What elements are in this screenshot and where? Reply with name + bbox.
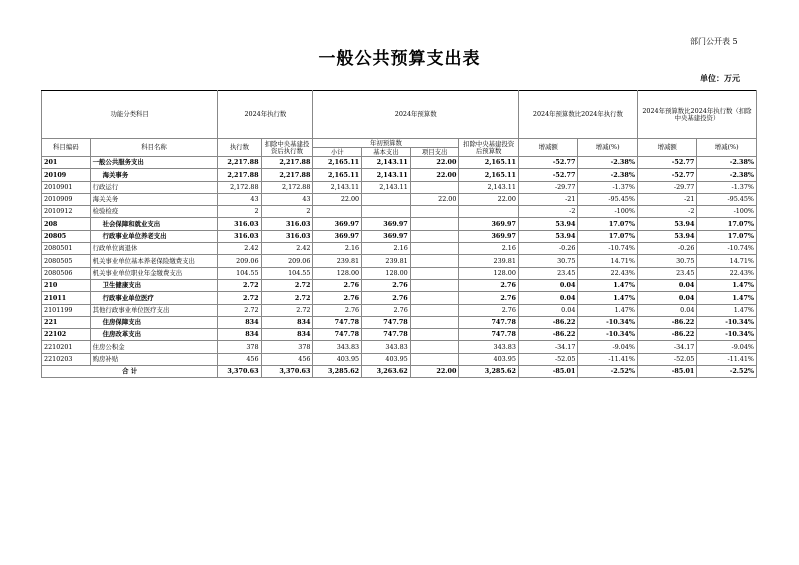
page-title: 一般公共预算支出表 (318, 49, 481, 69)
cell-bexcl: 239.81 (459, 255, 519, 267)
cell-d2: 0.04 (637, 279, 696, 291)
cell-p2: -2.38% (697, 157, 757, 169)
cell-proj: 22.00 (410, 157, 459, 169)
cell-exec_excl: 104.55 (261, 267, 313, 279)
cell-p2: 1.47% (697, 304, 757, 316)
cell-d1: 53.94 (518, 230, 577, 242)
table-row (42, 243, 757, 255)
cell-exec_excl: 316.03 (261, 230, 313, 242)
cell-bexcl: 2.76 (459, 292, 519, 304)
row-name: 行政事业单位医疗 (90, 292, 218, 304)
cell-p2: 17.07% (697, 218, 757, 230)
cell-exec_excl: 2,217.88 (261, 157, 313, 169)
row-name: 机关事业单位职业年金缴费支出 (90, 267, 218, 279)
cell-sub: 369.97 (313, 230, 362, 242)
cell-exec_excl: 2.72 (261, 279, 313, 291)
cell-exec_excl: 2 (261, 206, 313, 218)
header-basic: 基本支出 (362, 148, 411, 157)
cell-exec_excl: 2,217.88 (261, 169, 313, 181)
cell-p1: -2.38% (578, 157, 638, 169)
cell-p1: 14.71% (578, 255, 638, 267)
cell-p1: 22.43% (578, 267, 638, 279)
cell-proj: 22.00 (410, 169, 459, 181)
header-name: 科目名称 (90, 139, 218, 157)
header-exec: 执行数 (218, 139, 261, 157)
table-row (42, 292, 757, 304)
cell-bexcl: 2,165.11 (459, 157, 519, 169)
cell-bexcl: 2.76 (459, 304, 519, 316)
cell-sub: 747.78 (313, 316, 362, 328)
header-compare-exec-group: 2024年预算数比2024年执行数 (518, 91, 637, 139)
row-name: 一般公共服务支出 (90, 157, 218, 169)
cell-exec: 2,217.88 (218, 157, 261, 169)
cell-basic: 239.81 (362, 255, 411, 267)
cell-d1: 0.04 (518, 304, 577, 316)
cell-sub (313, 206, 362, 218)
table-row (42, 169, 757, 181)
cell-p1: 1.47% (578, 304, 638, 316)
cell-p2: -10.34% (697, 316, 757, 328)
cell-d2: -86.22 (637, 316, 696, 328)
cell-sub: 2.76 (313, 292, 362, 304)
table-row (42, 341, 757, 353)
cell-exec: 316.03 (218, 230, 261, 242)
cell-exec_excl: 834 (261, 316, 313, 328)
cell-bexcl: 343.83 (459, 341, 519, 353)
cell-p2: -11.41% (697, 353, 757, 365)
cell-sub: 403.95 (313, 353, 362, 365)
cell-proj (410, 329, 459, 341)
cell-d1: 0.04 (518, 279, 577, 291)
cell-proj (410, 243, 459, 255)
cell-proj (410, 292, 459, 304)
table-row (42, 181, 757, 193)
cell-sub: 2.76 (313, 279, 362, 291)
cell-basic: 2.16 (362, 243, 411, 255)
cell-bexcl: 2,143.11 (459, 181, 519, 193)
cell-basic: 369.97 (362, 218, 411, 230)
header-pct-2: 增减(%) (697, 139, 757, 157)
cell-exec: 316.03 (218, 218, 261, 230)
row-code: 20805 (42, 230, 91, 242)
total-d1: -85.01 (518, 366, 577, 378)
cell-p2: -95.45% (697, 193, 757, 205)
table-row (42, 267, 757, 279)
header-compare-excl-group: 2024年预算数比2024年执行数（扣除中央基建投资） (637, 91, 756, 139)
cell-d1: -52.77 (518, 169, 577, 181)
table-row (42, 304, 757, 316)
cell-d2: 23.45 (637, 267, 696, 279)
cell-d1: -86.22 (518, 316, 577, 328)
cell-d2: 30.75 (637, 255, 696, 267)
total-sub: 3,285.62 (313, 366, 362, 378)
cell-p1: -9.04% (578, 341, 638, 353)
row-code: 2010912 (42, 206, 91, 218)
row-name: 卫生健康支出 (90, 279, 218, 291)
cell-bexcl: 747.78 (459, 316, 519, 328)
cell-p1: -1.37% (578, 181, 638, 193)
cell-proj (410, 341, 459, 353)
cell-exec_excl: 2.72 (261, 304, 313, 316)
cell-basic: 2.76 (362, 304, 411, 316)
cell-p2: 1.47% (697, 292, 757, 304)
cell-d2: -21 (637, 193, 696, 205)
cell-p2: 17.07% (697, 230, 757, 242)
cell-exec_excl: 2.42 (261, 243, 313, 255)
cell-d1: -29.77 (518, 181, 577, 193)
cell-exec: 43 (218, 193, 261, 205)
cell-basic: 128.00 (362, 267, 411, 279)
total-basic: 3,263.62 (362, 366, 411, 378)
cell-exec_excl: 2.72 (261, 292, 313, 304)
cell-p1: -11.41% (578, 353, 638, 365)
row-name: 机关事业单位基本养老保险缴费支出 (90, 255, 218, 267)
page-corner-label: 部门公开表 5 (690, 37, 738, 46)
cell-d1: -86.22 (518, 329, 577, 341)
cell-bexcl: 2,165.11 (459, 169, 519, 181)
table-row (42, 193, 757, 205)
cell-p2: -9.04% (697, 341, 757, 353)
cell-d1: 30.75 (518, 255, 577, 267)
cell-d2: -52.05 (637, 353, 696, 365)
total-row (42, 366, 757, 378)
cell-basic: 2,143.11 (362, 169, 411, 181)
cell-p1: 1.47% (578, 292, 638, 304)
cell-proj (410, 181, 459, 193)
cell-p2: 14.71% (697, 255, 757, 267)
cell-basic: 747.78 (362, 329, 411, 341)
cell-p1: -95.45% (578, 193, 638, 205)
header-annual-budget: 年初预算数 (313, 139, 459, 148)
row-name: 海关关务 (90, 193, 218, 205)
cell-d2: -0.26 (637, 243, 696, 255)
row-name: 住房改革支出 (90, 329, 218, 341)
cell-exec: 2,172.88 (218, 181, 261, 193)
cell-bexcl: 2.76 (459, 279, 519, 291)
header-project: 项目支出 (410, 148, 459, 157)
cell-exec: 2.72 (218, 279, 261, 291)
row-code: 2010901 (42, 181, 91, 193)
cell-basic: 2.76 (362, 279, 411, 291)
cell-sub: 2,165.11 (313, 157, 362, 169)
cell-p1: 1.47% (578, 279, 638, 291)
row-name: 其他行政事业单位医疗支出 (90, 304, 218, 316)
cell-proj (410, 255, 459, 267)
total-p1: -2.52% (578, 366, 638, 378)
row-code: 22102 (42, 329, 91, 341)
row-code: 201 (42, 157, 91, 169)
cell-sub: 239.81 (313, 255, 362, 267)
header-diff-1: 增减额 (518, 139, 577, 157)
cell-sub: 747.78 (313, 329, 362, 341)
cell-exec: 2,217.88 (218, 169, 261, 181)
row-code: 2080506 (42, 267, 91, 279)
cell-proj (410, 316, 459, 328)
cell-p1: 17.07% (578, 230, 638, 242)
cell-d2: 53.94 (637, 218, 696, 230)
table-row (42, 279, 757, 291)
cell-d1: -52.77 (518, 157, 577, 169)
cell-p1: 17.07% (578, 218, 638, 230)
row-name: 住房保障支出 (90, 316, 218, 328)
cell-bexcl: 22.00 (459, 193, 519, 205)
cell-exec: 2 (218, 206, 261, 218)
cell-exec_excl: 378 (261, 341, 313, 353)
header-budget-group: 2024年预算数 (313, 91, 518, 139)
cell-d1: 23.45 (518, 267, 577, 279)
cell-d1: -52.05 (518, 353, 577, 365)
cell-d1: -0.26 (518, 243, 577, 255)
total-d2: -85.01 (637, 366, 696, 378)
cell-exec_excl: 43 (261, 193, 313, 205)
cell-p1: -100% (578, 206, 638, 218)
cell-d1: 53.94 (518, 218, 577, 230)
cell-p1: -10.74% (578, 243, 638, 255)
cell-exec_excl: 456 (261, 353, 313, 365)
cell-p2: -2.38% (697, 169, 757, 181)
row-code: 210 (42, 279, 91, 291)
table-row (42, 157, 757, 169)
header-pct-1: 增减(%) (578, 139, 638, 157)
cell-d1: -2 (518, 206, 577, 218)
unit-label: 单位：万元 (700, 73, 740, 83)
cell-basic: 2,143.11 (362, 181, 411, 193)
row-name: 行政事业单位养老支出 (90, 230, 218, 242)
cell-sub: 22.00 (313, 193, 362, 205)
total-bexcl: 3,285.62 (459, 366, 519, 378)
cell-d2: -34.17 (637, 341, 696, 353)
cell-proj (410, 267, 459, 279)
cell-sub: 2,143.11 (313, 181, 362, 193)
total-exec: 3,370.63 (218, 366, 261, 378)
total-proj: 22.00 (410, 366, 459, 378)
row-code: 21011 (42, 292, 91, 304)
cell-bexcl: 403.95 (459, 353, 519, 365)
cell-proj (410, 230, 459, 242)
row-code: 2210201 (42, 341, 91, 353)
cell-d2: -52.77 (637, 157, 696, 169)
header-func-group: 功能分类科目 (42, 91, 218, 139)
row-name: 行政运行 (90, 181, 218, 193)
table-row (42, 329, 757, 341)
row-code: 221 (42, 316, 91, 328)
cell-proj (410, 206, 459, 218)
cell-bexcl: 369.97 (459, 218, 519, 230)
table-row (42, 218, 757, 230)
cell-d1: -21 (518, 193, 577, 205)
cell-exec: 378 (218, 341, 261, 353)
cell-basic: 403.95 (362, 353, 411, 365)
cell-basic: 343.83 (362, 341, 411, 353)
cell-bexcl (459, 206, 519, 218)
cell-d2: -52.77 (637, 169, 696, 181)
cell-p2: 22.43% (697, 267, 757, 279)
header-subtotal: 小计 (313, 148, 362, 157)
cell-proj (410, 218, 459, 230)
row-name: 行政单位离退休 (90, 243, 218, 255)
cell-bexcl: 747.78 (459, 329, 519, 341)
cell-exec: 2.72 (218, 292, 261, 304)
header-diff-2: 增减额 (637, 139, 696, 157)
row-code: 2210203 (42, 353, 91, 365)
row-code: 2080505 (42, 255, 91, 267)
cell-d1: -34.17 (518, 341, 577, 353)
cell-d2: -29.77 (637, 181, 696, 193)
table-row (42, 353, 757, 365)
cell-basic (362, 206, 411, 218)
cell-exec_excl: 2,172.88 (261, 181, 313, 193)
cell-d2: 0.04 (637, 292, 696, 304)
cell-p1: -10.34% (578, 329, 638, 341)
cell-sub: 128.00 (313, 267, 362, 279)
cell-exec_excl: 834 (261, 329, 313, 341)
budget-expenditure-table (41, 90, 757, 378)
row-code: 20109 (42, 169, 91, 181)
cell-d2: -86.22 (637, 329, 696, 341)
cell-bexcl: 369.97 (459, 230, 519, 242)
cell-basic: 2.76 (362, 292, 411, 304)
cell-exec: 209.06 (218, 255, 261, 267)
row-name: 购房补贴 (90, 353, 218, 365)
cell-d2: 53.94 (637, 230, 696, 242)
table-row (42, 255, 757, 267)
row-name: 检验检疫 (90, 206, 218, 218)
header-budget-excl: 扣除中央基建投资后预算数 (459, 139, 519, 157)
cell-bexcl: 128.00 (459, 267, 519, 279)
cell-p2: -100% (697, 206, 757, 218)
cell-bexcl: 2.16 (459, 243, 519, 255)
header-code: 科目编码 (42, 139, 91, 157)
cell-p2: 1.47% (697, 279, 757, 291)
header-exec-group: 2024年执行数 (218, 91, 313, 139)
cell-d1: 0.04 (518, 292, 577, 304)
cell-proj: 22.00 (410, 193, 459, 205)
cell-sub: 2,165.11 (313, 169, 362, 181)
header-exec-excl: 扣除中央基建投资后执行数 (261, 139, 313, 157)
cell-p1: -2.38% (578, 169, 638, 181)
row-code: 2101199 (42, 304, 91, 316)
cell-exec: 456 (218, 353, 261, 365)
cell-d2: -2 (637, 206, 696, 218)
cell-proj (410, 279, 459, 291)
cell-basic (362, 193, 411, 205)
row-code: 2080501 (42, 243, 91, 255)
table-row (42, 206, 757, 218)
cell-proj (410, 353, 459, 365)
row-name: 海关事务 (90, 169, 218, 181)
row-name: 住房公积金 (90, 341, 218, 353)
cell-sub: 369.97 (313, 218, 362, 230)
cell-p2: -10.74% (697, 243, 757, 255)
cell-exec: 2.42 (218, 243, 261, 255)
total-exec_excl: 3,370.63 (261, 366, 313, 378)
cell-exec: 2.72 (218, 304, 261, 316)
cell-sub: 343.83 (313, 341, 362, 353)
cell-p1: -10.34% (578, 316, 638, 328)
cell-p2: -1.37% (697, 181, 757, 193)
cell-exec_excl: 209.06 (261, 255, 313, 267)
cell-exec: 834 (218, 329, 261, 341)
cell-basic: 2,143.11 (362, 157, 411, 169)
cell-p2: -10.34% (697, 329, 757, 341)
row-code: 2010909 (42, 193, 91, 205)
cell-exec_excl: 316.03 (261, 218, 313, 230)
cell-exec: 104.55 (218, 267, 261, 279)
cell-exec: 834 (218, 316, 261, 328)
row-code: 208 (42, 218, 91, 230)
cell-d2: 0.04 (637, 304, 696, 316)
cell-proj (410, 304, 459, 316)
total-p2: -2.52% (697, 366, 757, 378)
table-row (42, 230, 757, 242)
row-name: 社会保障和就业支出 (90, 218, 218, 230)
cell-basic: 369.97 (362, 230, 411, 242)
cell-sub: 2.16 (313, 243, 362, 255)
cell-basic: 747.78 (362, 316, 411, 328)
total-label: 合 计 (42, 366, 218, 378)
cell-sub: 2.76 (313, 304, 362, 316)
table-row (42, 316, 757, 328)
